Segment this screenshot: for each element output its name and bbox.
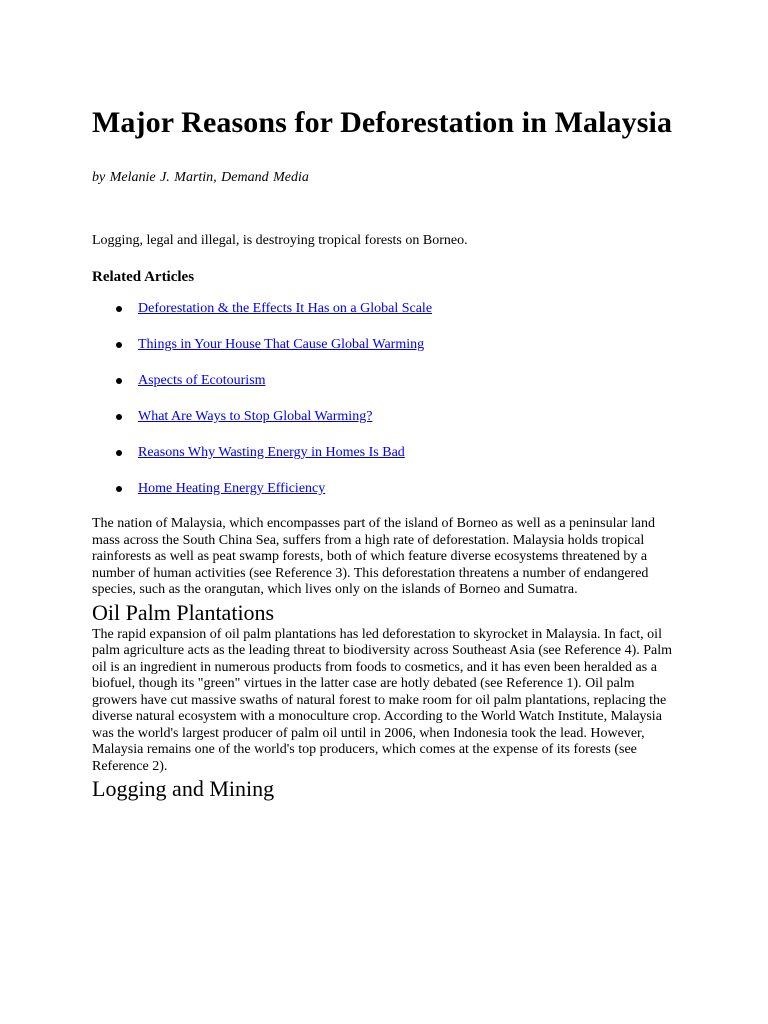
- related-article-link[interactable]: Reasons Why Wasting Energy in Homes Is Bad: [138, 445, 405, 460]
- list-item: [92, 444, 678, 480]
- list-item: [92, 300, 678, 336]
- intro-paragraph: The nation of Malaysia, which encompasses part of the island of Borneo as well as a peninsular land mass across the South China Sea, suffers from a high rate of deforestation. Malaysia holds tropical rainforests as well as peat swamp forests, both of which feature diverse ecosystems threatened by a number of human activities (see Reference 3). This deforestation threatens a number of endangered species, such as the orangutan, which lives only on the islands of Borneo and Sumatra.: [92, 516, 655, 597]
- bullet-icon: [116, 306, 122, 312]
- list-item: [92, 480, 678, 516]
- related-article-link[interactable]: Things in Your House That Cause Global Warming: [138, 337, 425, 352]
- bullet-icon: [116, 486, 122, 492]
- article: [92, 104, 678, 803]
- related-article-link[interactable]: Aspects of Ecotourism: [138, 373, 266, 388]
- list-item: [92, 372, 678, 408]
- related-articles-heading: Related Articles: [92, 269, 195, 285]
- list-item: [92, 336, 678, 372]
- section-heading-logging: Logging and Mining: [92, 776, 275, 801]
- bullet-icon: [116, 378, 122, 384]
- article-title: Major Reasons for Deforestation in Malaysia: [92, 106, 673, 139]
- related-article-link[interactable]: Deforestation & the Effects It Has on a Global Scale: [138, 301, 433, 316]
- related-article-link[interactable]: What Are Ways to Stop Global Warming?: [138, 409, 373, 424]
- list-item: [92, 408, 678, 444]
- related-article-link[interactable]: Home Heating Energy Efficiency: [138, 481, 326, 496]
- section-heading-oil-palm: Oil Palm Plantations: [92, 599, 275, 625]
- image-caption: Logging, legal and illegal, is destroying tropical forests on Borneo.: [92, 233, 468, 248]
- article-byline: by Melanie J. Martin, Demand Media: [92, 170, 309, 185]
- bullet-icon: [116, 414, 122, 420]
- related-articles-list: [92, 300, 678, 516]
- bullet-icon: [116, 342, 122, 348]
- bullet-icon: [116, 450, 122, 456]
- oil-palm-paragraph: The rapid expansion of oil palm plantations has led deforestation to skyrocket in Malaysia. In fact, oil palm agriculture acts as the leading threat to biodiversity across Southeast Asia (see Reference 4). Palm oil is an ingredient in numerous products from foods to cosmetics, and it has even been heralded as a biofuel, though its "green" virtues in the latter case are hotly debated (see Reference 1). Oil palm growers have cut massive swaths of natural forest to make room for oil palm plantations, replacing the diverse natural ecosystem with a monoculture crop. According to the World Watch Institute, Malaysia was the world's largest producer of palm oil until in 2006, when Indonesia took the lead. However, Malaysia remains one of the world's top producers, which comes at the expense of its forests (see Reference 2).: [92, 626, 673, 774]
